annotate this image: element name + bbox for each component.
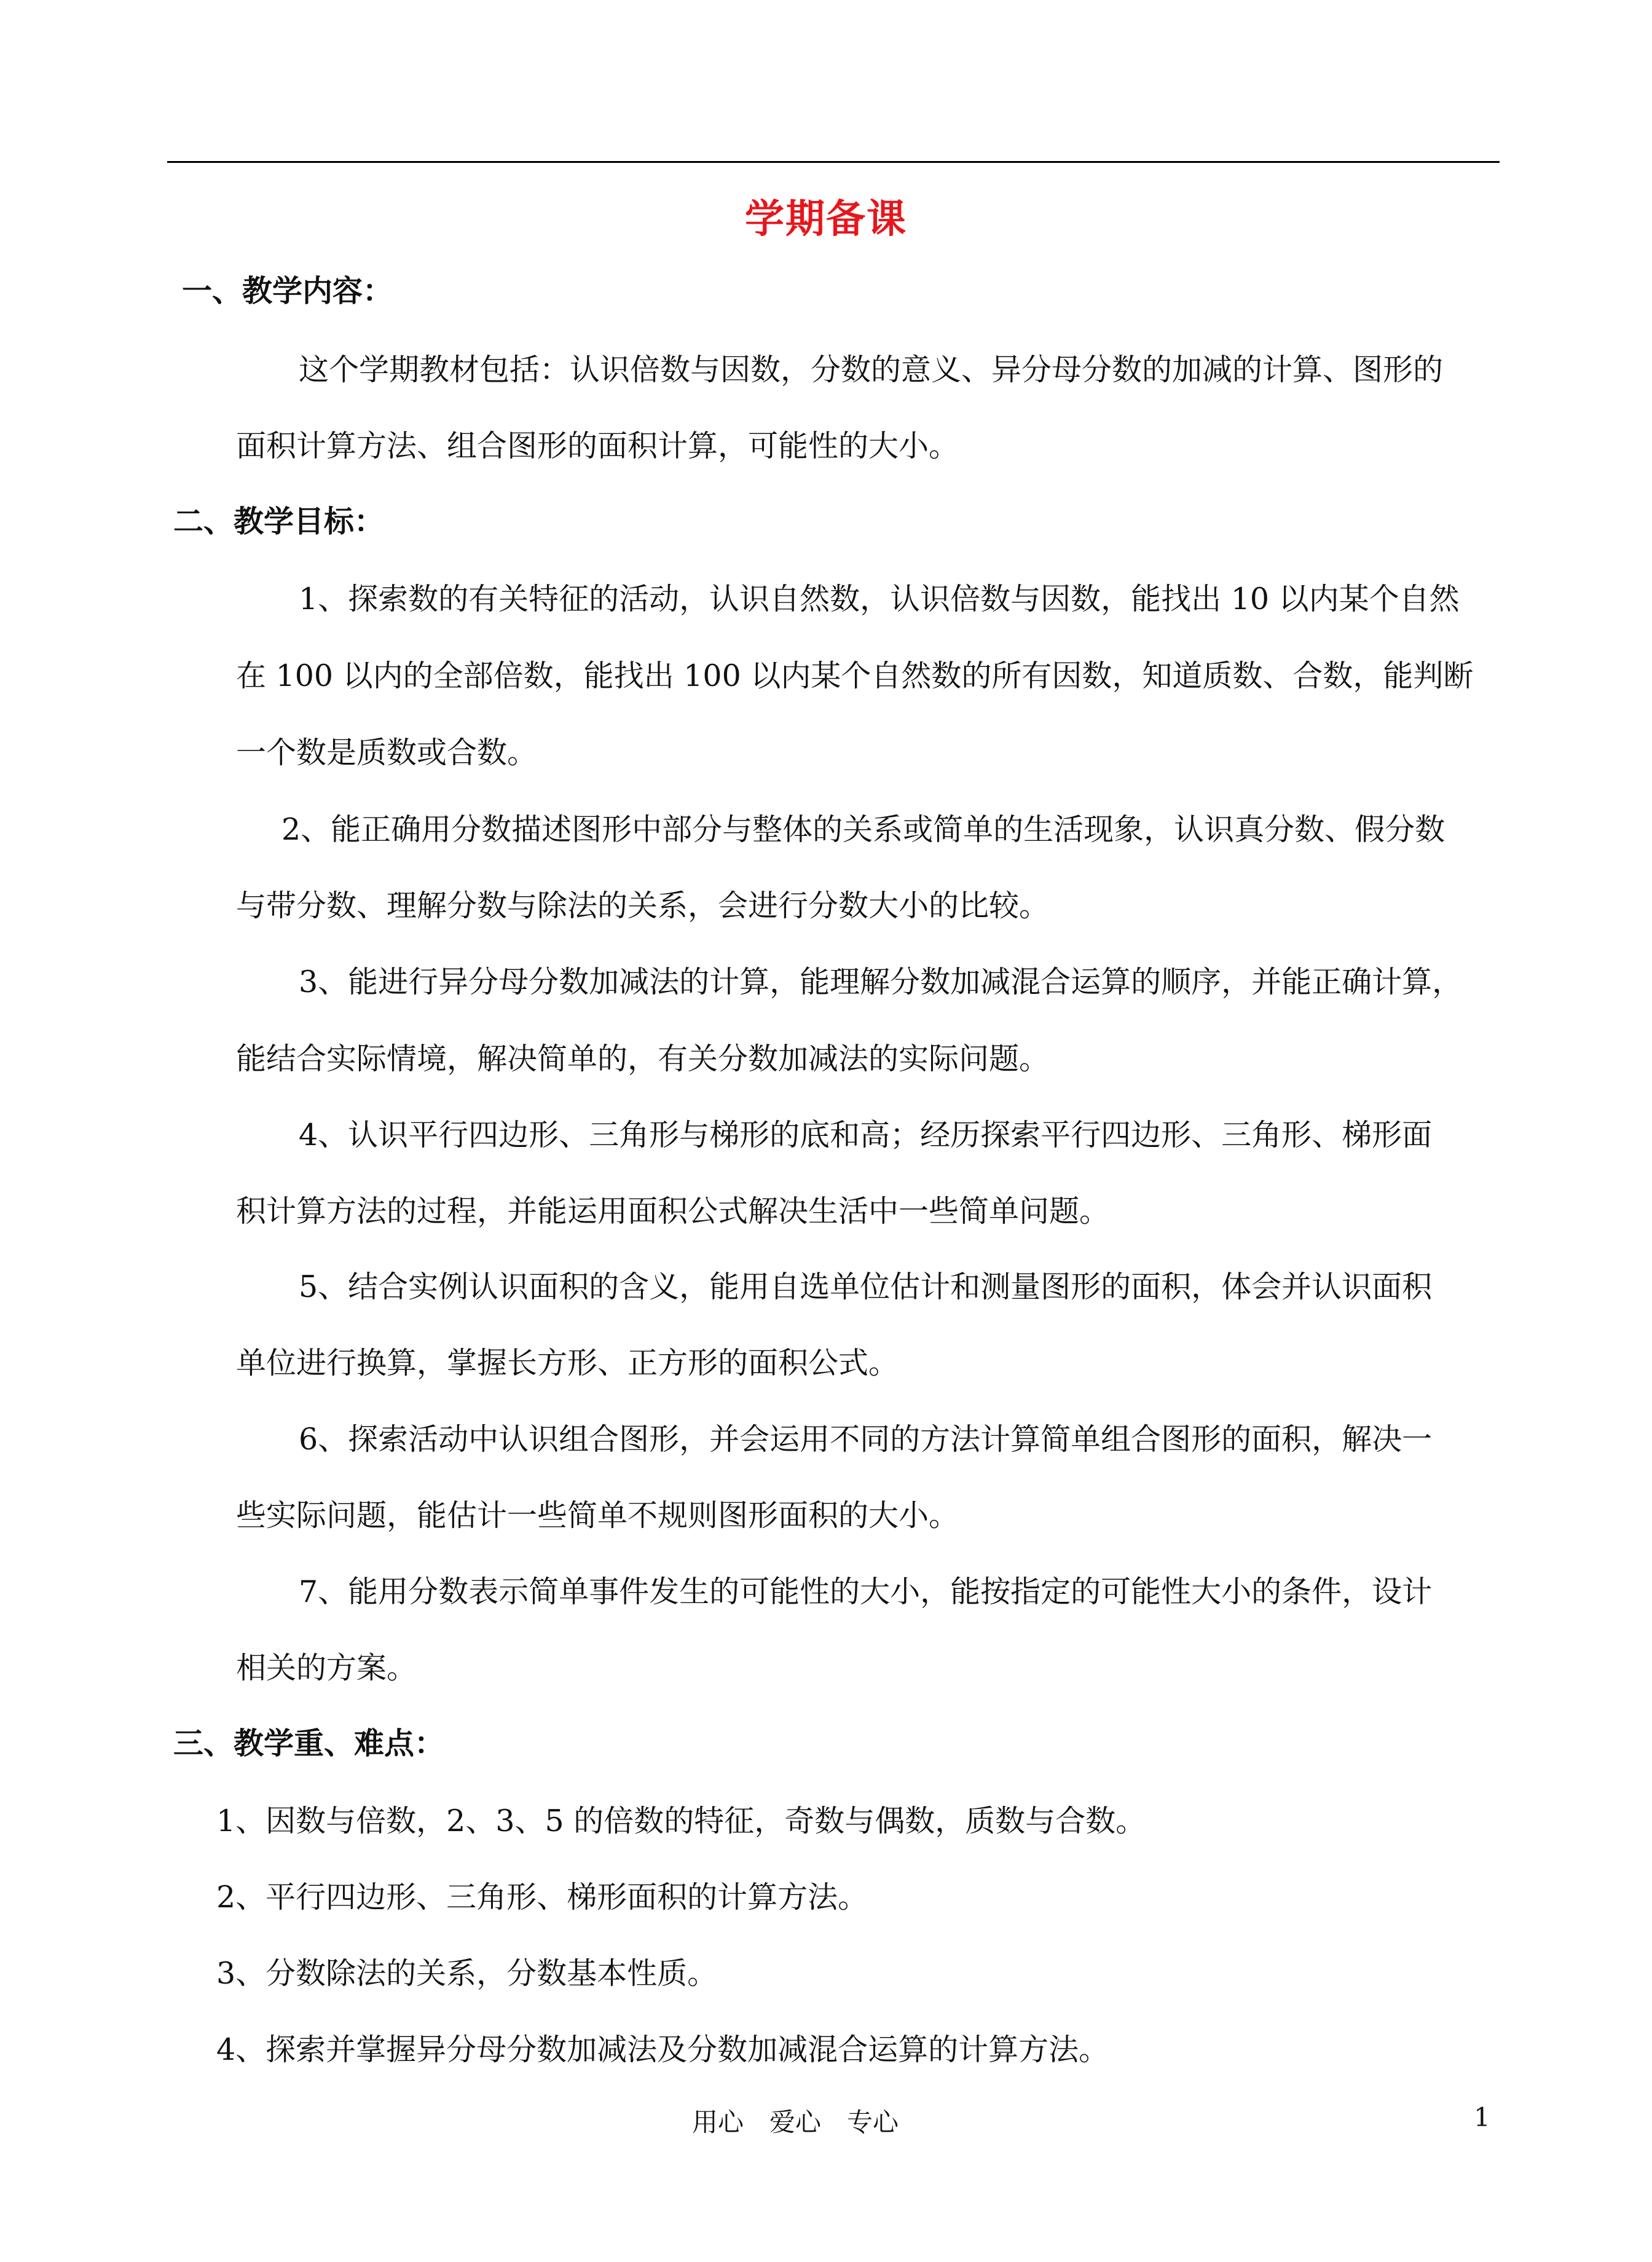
section-heading: 二、教学目标： [173, 503, 385, 539]
paragraph-line: 单位进行换算，掌握长方形、正方形的面积公式。 [236, 1346, 899, 1381]
paragraph-line: 5、结合实例认识面积的含义，能用自选单位估计和测量图形的面积，体会并认识面积 [299, 1269, 1433, 1304]
paragraph-line: 积计算方法的过程，并能运用面积公式解决生活中一些简单问题。 [236, 1194, 1110, 1229]
paragraph-line: 1、探索数的有关特征的活动，认识自然数，认识倍数与因数，能找出 10 以内某个自然 [299, 581, 1460, 617]
section-heading: 三、教学重、难点： [173, 1725, 445, 1761]
paragraph-line: 2、能正确用分数描述图形中部分与整体的关系或简单的生活现象，认识真分数、假分数 [281, 812, 1446, 847]
paragraph-line: 6、探索活动中认识组合图形，并会运用不同的方法计算简单组合图形的面积，解决一 [299, 1422, 1433, 1457]
paragraph-line: 些实际问题，能估计一些简单不规则图形面积的大小。 [236, 1498, 959, 1533]
paragraph-line: 这个学期教材包括：认识倍数与因数，分数的意义、异分母分数的加减的计算、图形的 [299, 352, 1444, 387]
paragraph-line: 3、分数除法的关系，分数基本性质。 [216, 1956, 718, 1991]
page-number: 1 [1474, 2102, 1490, 2132]
paragraph-line: 1、因数与倍数，2、3、5 的倍数的特征，奇数与偶数，质数与合数。 [216, 1803, 1146, 1838]
paragraph-line: 4、探索并掌握异分母分数加减法及分数加减混合运算的计算方法。 [216, 2032, 1109, 2067]
paragraph-line: 3、能进行异分母分数加减法的计算，能理解分数加减混合运算的顺序，并能正确计算， [299, 964, 1463, 999]
paragraph-line: 一个数是质数或合数。 [236, 735, 538, 770]
footer-motto: 用心 爱心 专心 [692, 2107, 899, 2137]
paragraph-line: 2、平行四边形、三角形、梯形面积的计算方法。 [216, 1880, 868, 1915]
paragraph-line: 在 100 以内的全部倍数，能找出 100 以内某个自然数的所有因数，知道质数、合数，能判断 [236, 658, 1474, 693]
paragraph-line: 与带分数、理解分数与除法的关系，会进行分数大小的比较。 [236, 888, 1050, 923]
paragraph-line: 7、能用分数表示简单事件发生的可能性的大小，能按指定的可能性大小的条件，设计 [299, 1574, 1433, 1609]
paragraph-line: 相关的方案。 [236, 1650, 417, 1685]
page-title: 学期备课 [745, 196, 907, 242]
header-rule [167, 161, 1500, 163]
paragraph-line: 能结合实际情境，解决简单的，有关分数加减法的实际问题。 [236, 1041, 1050, 1076]
section-heading: 一、教学内容： [182, 273, 393, 309]
paragraph-line: 4、认识平行四边形、三角形与梯形的底和高；经历探索平行四边形、三角形、梯形面 [299, 1117, 1433, 1153]
paragraph-line: 面积计算方法、组合图形的面积计算，可能性的大小。 [236, 428, 959, 463]
